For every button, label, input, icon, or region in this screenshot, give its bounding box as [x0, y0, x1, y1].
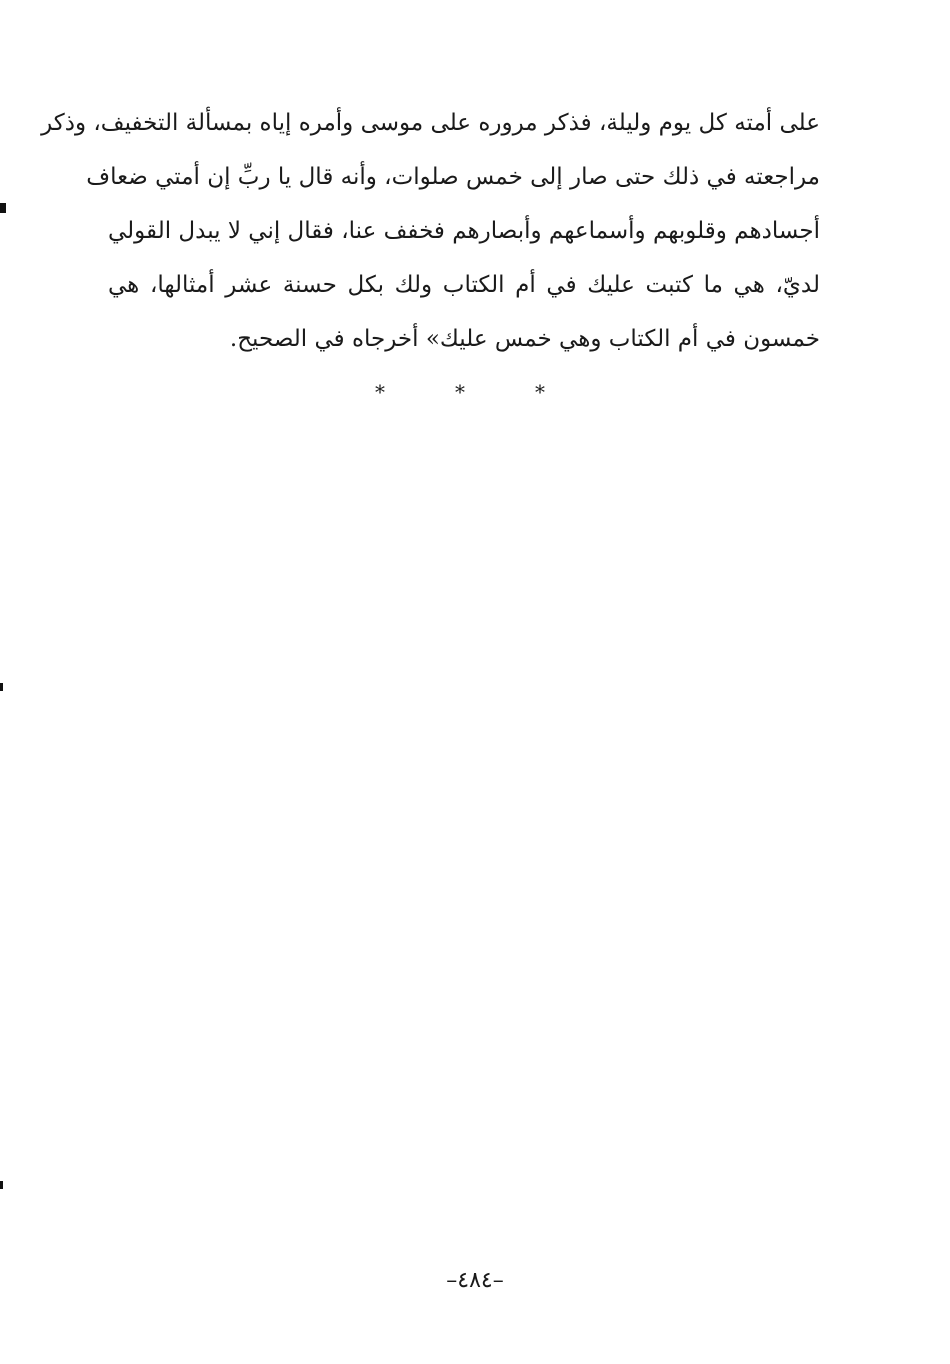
scan-edge-mark-3: [0, 1181, 3, 1189]
scan-edge-mark-2: [0, 683, 3, 691]
section-separator: [370, 380, 550, 404]
separator-asterisk-1: *: [375, 380, 385, 404]
paragraph-line-5: خمسون في أم الكتاب وهي خمس عليك» أخرجاه في الصحيح.: [229, 326, 820, 352]
paragraph-line-1: على أمته كل يوم وليلة، فذكر مروره على موسى وأمره إياه بمسألة التخفيف، وذكر: [41, 110, 820, 136]
separator-asterisk-2: *: [455, 380, 465, 404]
separator-asterisk-3: *: [535, 380, 545, 404]
paragraph-line-4: لديّ، هي ما كتبت عليك في أم الكتاب ولك بكل حسنة عشر أمثالها، هي: [108, 272, 820, 298]
paragraph: [41, 96, 820, 366]
paragraph-line-3: أجسادهم وقلوبهم وأسماعهم وأبصارهم فخفف عنا، فقال إني لا يبدل القولي: [108, 218, 820, 244]
page-number: –٤٨٤–: [446, 1268, 504, 1293]
paragraph-line-2: مراجعته في ذلك حتى صار إلى خمس صلوات، وأنه قال يا ربِّ إن أمتي ضعاف: [86, 164, 820, 190]
scan-edge-mark-1: [0, 203, 6, 213]
